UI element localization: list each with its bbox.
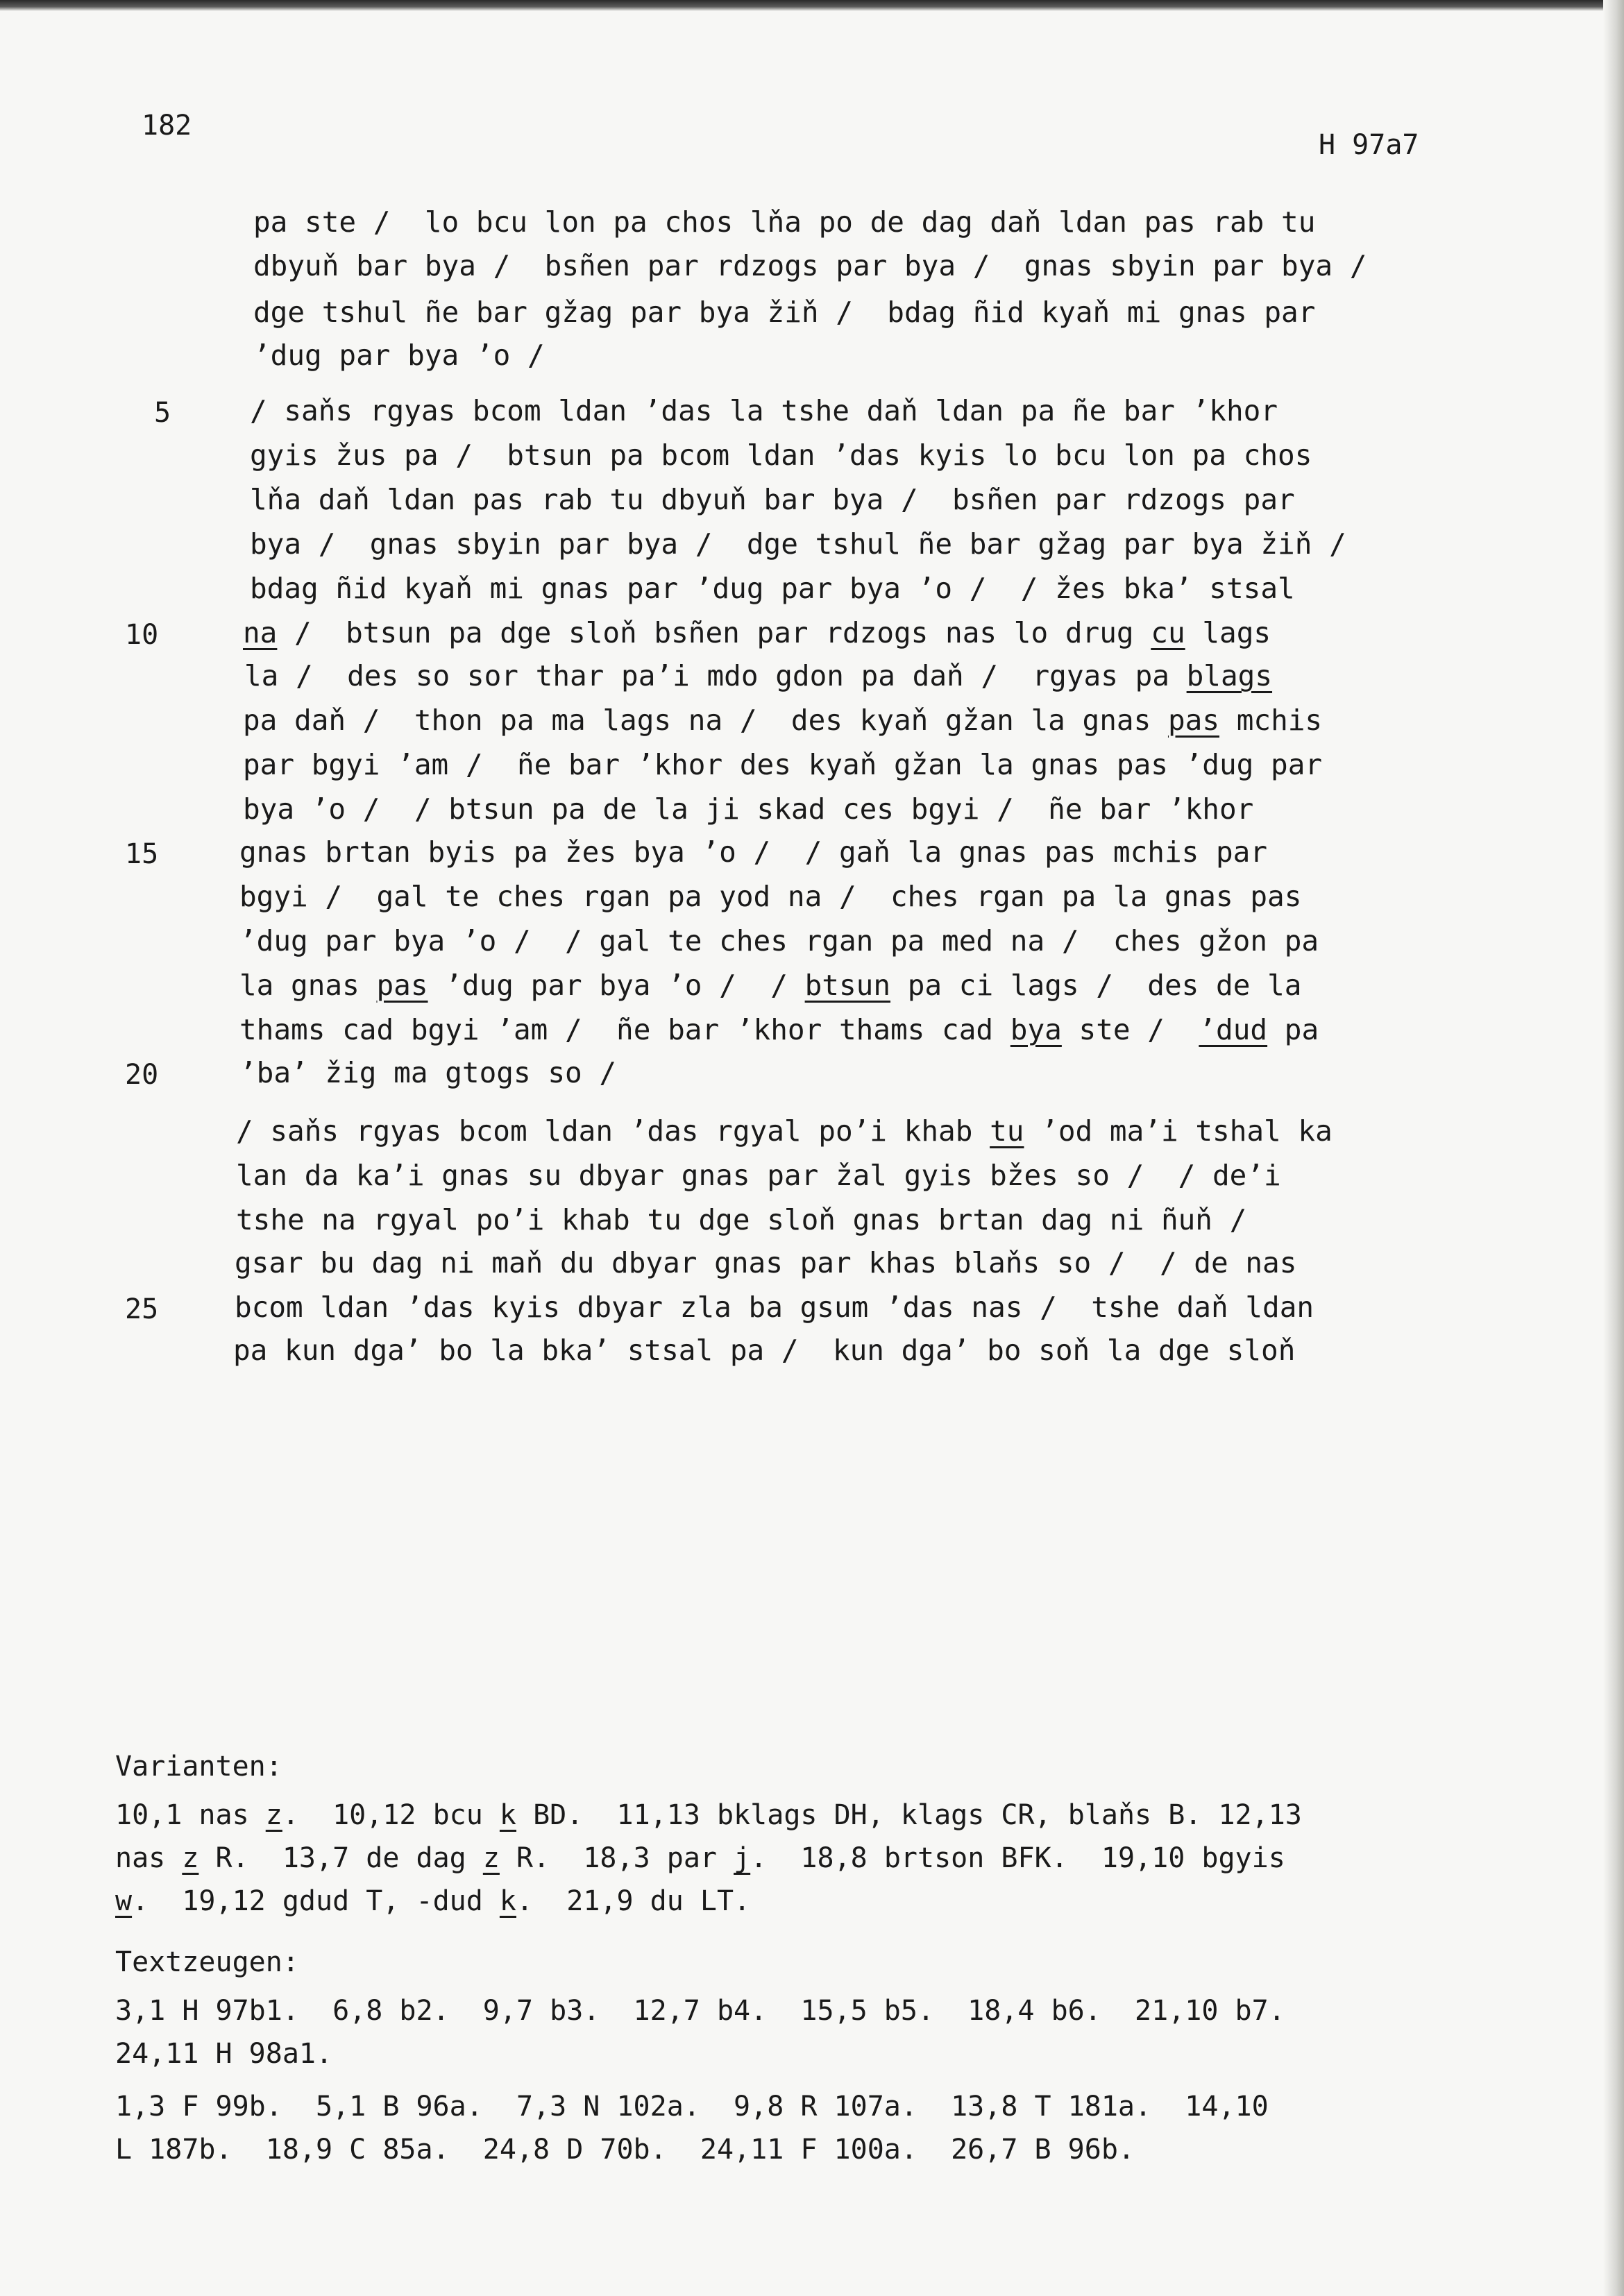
text-segment: pa kun dga’ bo la bka’ stsal pa / kun dga’ bo soň la dge sloň [233,1334,1296,1367]
text-segment: bya ’o / / btsun pa de la ji skad ces bgyi / ñe bar ’khor [243,792,1254,826]
text-segment: tshe na rgyal po’i khab tu dge sloň gnas brtan dag ni ñuň / [236,1203,1247,1236]
text-line [239,1056,617,1089]
text-line [235,1246,1297,1279]
page-number: 182 [142,110,192,142]
text-line [250,572,1295,605]
line-number: 10 [125,619,159,651]
varianten-line [115,1844,1285,1872]
underlined-word: k [499,1799,517,1831]
underlined-word: pas [1167,704,1220,737]
text-segment: thams cad bgyi ’am / ñe bar ’khor thams cad [239,1013,1010,1046]
text-segment: ’dug par bya ’o / [253,339,545,372]
text-line [239,1013,1319,1046]
scan-top-edge [0,0,1624,11]
text-line [239,924,1319,958]
text-line [243,792,1254,826]
text-line [239,835,1268,869]
text-segment: pa daň / thon pa ma lags na / des kyaň gžan la gnas [243,704,1168,737]
underlined-word: j [734,1842,751,1874]
text-line [244,659,1273,692]
varianten-line [115,1887,750,1915]
textzeugen-line: 3,1 H 97b1. 6,8 b2. 9,7 b3. 12,7 b4. 15,5 b5. 18,4 b6. 21,10 b7. [115,1995,1285,2027]
text-segment: nas [115,1842,183,1874]
text-segment: . 21,9 du LT. [516,1885,751,1917]
text-line [253,249,1367,282]
line-number: 15 [125,838,159,870]
text-segment: la / des so sor thar pa’i mdo gdon pa daň / rgyas pa [244,659,1187,692]
underlined-word: cu [1151,616,1185,649]
text-segment: lags [1185,616,1271,649]
text-segment: / btsun pa dge sloň bsñen par rdzogs nas lo drug [277,616,1151,649]
underlined-word: z [482,1842,500,1874]
text-segment: . 10,12 bcu [282,1799,500,1831]
underlined-word: w [115,1885,133,1917]
text-line [235,1293,1314,1322]
text-line [236,1114,1333,1148]
underlined-word: bya [1010,1013,1062,1046]
text-segment: ’ba’ žig ma gtogs so / [239,1056,617,1089]
underlined-word: ’dud [1199,1013,1268,1046]
text-segment: par bgyi ’am / ñe bar ’khor des kyaň gžan la gnas pas ’dug par [243,748,1323,781]
textzeugen-line: 24,11 H 98a1. [115,2038,333,2070]
text-line [236,1159,1281,1192]
underlined-word: z [265,1799,282,1831]
text-segment: R. 13,7 de dag [198,1842,483,1874]
text-segment: lňa daň ldan pas rab tu dbyuň bar bya / bsñen par rdzogs par [250,483,1295,516]
underlined-word: blags [1186,659,1273,692]
text-segment: . 19,12 gdud T, -dud [132,1885,500,1917]
text-segment: pa [1267,1013,1319,1046]
text-line [253,341,545,370]
text-line [233,1336,1295,1365]
underlined-word: k [499,1885,516,1917]
underlined-word: tu [990,1114,1024,1148]
text-segment: / saňs rgyas bcom ldan ’das la tshe daň ldan pa ñe bar ’khor [250,394,1278,427]
text-line [236,1203,1247,1236]
textzeugen-line: 1,3 F 99b. 5,1 B 96a. 7,3 N 102a. 9,8 R 107a. 13,8 T 181a. 14,10 [115,2091,1269,2123]
text-segment: gyis žus pa / btsun pa bcom ldan ’das kyis lo bcu lon pa chos [250,439,1312,472]
text-segment: R. 18,3 par [499,1842,734,1874]
varianten-line [115,1801,1302,1829]
text-segment: ’dug par bya ’o / / [428,969,805,1002]
underlined-word: pas [376,969,428,1002]
textzeugen-heading: Textzeugen: [115,1946,299,1978]
text-line [243,706,1322,735]
text-segment: pa ci lags / des de la [890,969,1302,1002]
text-segment: lan da ka’i gnas su dbyar gnas par žal gyis bžes so / / de’i [236,1159,1281,1192]
text-segment: . 18,8 brtson BFK. 19,10 bgyis [750,1842,1285,1874]
text-segment: dge tshul ñe bar gžag par bya žiň / bdag ñid kyaň mi gnas par [253,296,1316,329]
text-segment: bdag ñid kyaň mi gnas par ’dug par bya ’o / / žes bka’ stsal [250,572,1295,605]
text-line [250,527,1346,561]
text-segment: BD. 11,13 bklags DH, klags CR, blaňs B. 12,13 [516,1799,1302,1831]
text-segment: ste / [1061,1013,1199,1046]
text-segment: gnas brtan byis pa žes bya ’o / / gaň la gnas pas mchis par [239,835,1268,869]
textzeugen-line: L 187b. 18,9 C 85a. 24,8 D 70b. 24,11 F 100a. 26,7 B 96b. [115,2134,1135,2166]
text-segment: dbyuň bar bya / bsñen par rdzogs par bya / gnas sbyin par bya / [253,249,1367,282]
line-number: 5 [154,397,171,429]
text-segment: bya / gnas sbyin par bya / dge tshul ñe bar gžag par bya žiň / [250,527,1346,561]
text-segment: gsar bu dag ni maň du dbyar gnas par khas blaňs so / / de nas [235,1246,1297,1279]
text-segment: ’od ma’i tshal ka [1024,1114,1333,1148]
line-number: 25 [125,1293,159,1325]
underlined-word: btsun [804,969,891,1002]
text-segment: bcom ldan ’das kyis dbyar zla ba gsum ’das nas / tshe daň ldan [235,1291,1314,1324]
text-line [250,441,1312,470]
scan-right-edge [1603,0,1624,2296]
text-line [243,616,1271,649]
text-line [253,298,1315,327]
text-segment: 10,1 nas [115,1799,266,1831]
header-reference: H 97a7 [1319,129,1419,161]
text-segment: ’dug par bya ’o / / gal te ches rgan pa med na / ches gžon pa [239,924,1319,958]
text-segment: pa ste / lo bcu lon pa chos lňa po de dag daň ldan pas rab tu [253,205,1316,239]
text-line [239,880,1302,913]
text-segment: la gnas [239,969,377,1002]
text-line [253,205,1316,239]
text-segment: mchis [1219,704,1323,737]
text-segment: bgyi / gal te ches rgan pa yod na / ches rgan pa la gnas pas [239,880,1302,913]
underlined-word: na [243,616,278,649]
text-line [250,394,1278,427]
text-line [239,971,1301,1000]
text-line [243,748,1323,781]
underlined-word: z [182,1842,199,1874]
text-line [250,483,1295,516]
varianten-heading: Varianten: [115,1751,282,1783]
text-segment: / saňs rgyas bcom ldan ’das rgyal po’i khab [236,1114,990,1148]
line-number: 20 [125,1059,159,1091]
